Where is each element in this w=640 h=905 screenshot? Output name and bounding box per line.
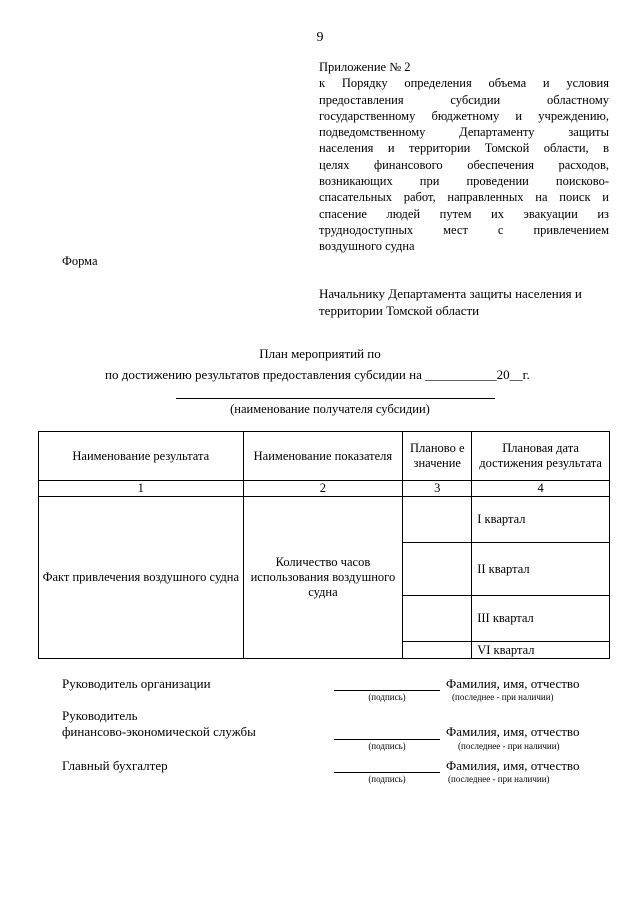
result-name-cell: Факт привлечения воздушного судна: [39, 497, 244, 659]
form-label: Форма: [62, 254, 98, 268]
appendix-line: предоставления субсидии областному: [319, 92, 609, 107]
addressee-block: [319, 285, 614, 319]
quarter-cell: III квартал: [472, 596, 610, 642]
planned-value-cell: [403, 543, 472, 596]
signature-role: финансово-экономической службы: [62, 724, 256, 739]
planned-value-cell: [403, 497, 472, 543]
header-planned-date: Плановая дата достижения результата: [472, 432, 610, 481]
table-row: [39, 497, 610, 543]
header-indicator-name: Наименование показателя: [243, 432, 403, 481]
quarter-cell: VI квартал: [472, 642, 610, 659]
full-name-label: Фамилия, имя, отчество: [446, 724, 580, 739]
quarter-cell: II квартал: [472, 543, 610, 596]
full-name-caption: (последнее - при наличии): [458, 741, 560, 751]
recipient-caption: (наименование получателя субсидии): [230, 402, 430, 416]
appendix-title: Приложение № 2: [319, 60, 411, 74]
full-name-label: Фамилия, имя, отчество: [446, 676, 580, 691]
signature-role: Главный бухгалтер: [62, 758, 168, 773]
appendix-line: спасение людей путем их эвакуации из: [319, 206, 609, 221]
plan-subtitle: по достижению результатов предоставления субсидии на ___________20__г.: [105, 367, 530, 382]
appendix-line: целях финансового обеспечения расходов,: [319, 157, 609, 172]
signature-caption: (подпись): [368, 692, 406, 702]
plan-title: План мероприятий по: [259, 346, 381, 361]
addressee-line: территории Томской области: [319, 303, 480, 318]
quarter-cell: I квартал: [472, 497, 610, 543]
column-number: 2: [243, 481, 403, 497]
planned-value-cell: [403, 642, 472, 659]
recipient-name-line: [176, 398, 495, 399]
table-number-row: [39, 481, 610, 497]
appendix-line: подведомственному Департаменту защиты: [319, 125, 609, 140]
appendix-line: спасательных работ, направленных на поиск и: [319, 190, 609, 205]
appendix-line: населения и территории Томской области, в: [319, 141, 609, 156]
signature-line: [334, 690, 440, 691]
appendix-line: к Порядку определения объема и условия: [319, 76, 609, 91]
column-number: 4: [472, 481, 610, 497]
page-number: 9: [316, 30, 324, 45]
signature-role: Руководитель организации: [62, 676, 211, 691]
signature-line: [334, 739, 440, 740]
appendix-line: государственному бюджетному и учреждению,: [319, 108, 609, 123]
header-planned-value: Планово е значение: [403, 432, 472, 481]
appendix-line: возникающих при проведении поисково-: [319, 174, 609, 189]
appendix-line: труднодоступных мест с привлечением: [319, 222, 609, 237]
planned-value-cell: [403, 596, 472, 642]
signature-caption: (подпись): [368, 741, 406, 751]
full-name-caption: (последнее - при наличии): [448, 774, 550, 784]
header-result-name: Наименование результата: [39, 432, 244, 481]
signature-line: [334, 772, 440, 773]
column-number: 3: [403, 481, 472, 497]
indicator-name-cell: Количество часов использования воздушного судна: [243, 497, 403, 659]
appendix-block: [319, 59, 609, 255]
results-table: [38, 431, 610, 659]
appendix-line: воздушного судна: [319, 239, 415, 254]
table-header-row: [39, 432, 610, 481]
addressee-line: Начальнику Департамента защиты населения и: [319, 286, 582, 301]
signature-role: Руководитель: [62, 708, 138, 723]
signature-caption: (подпись): [368, 774, 406, 784]
full-name-label: Фамилия, имя, отчество: [446, 758, 580, 773]
column-number: 1: [39, 481, 244, 497]
full-name-caption: (последнее - при наличии): [452, 692, 554, 702]
